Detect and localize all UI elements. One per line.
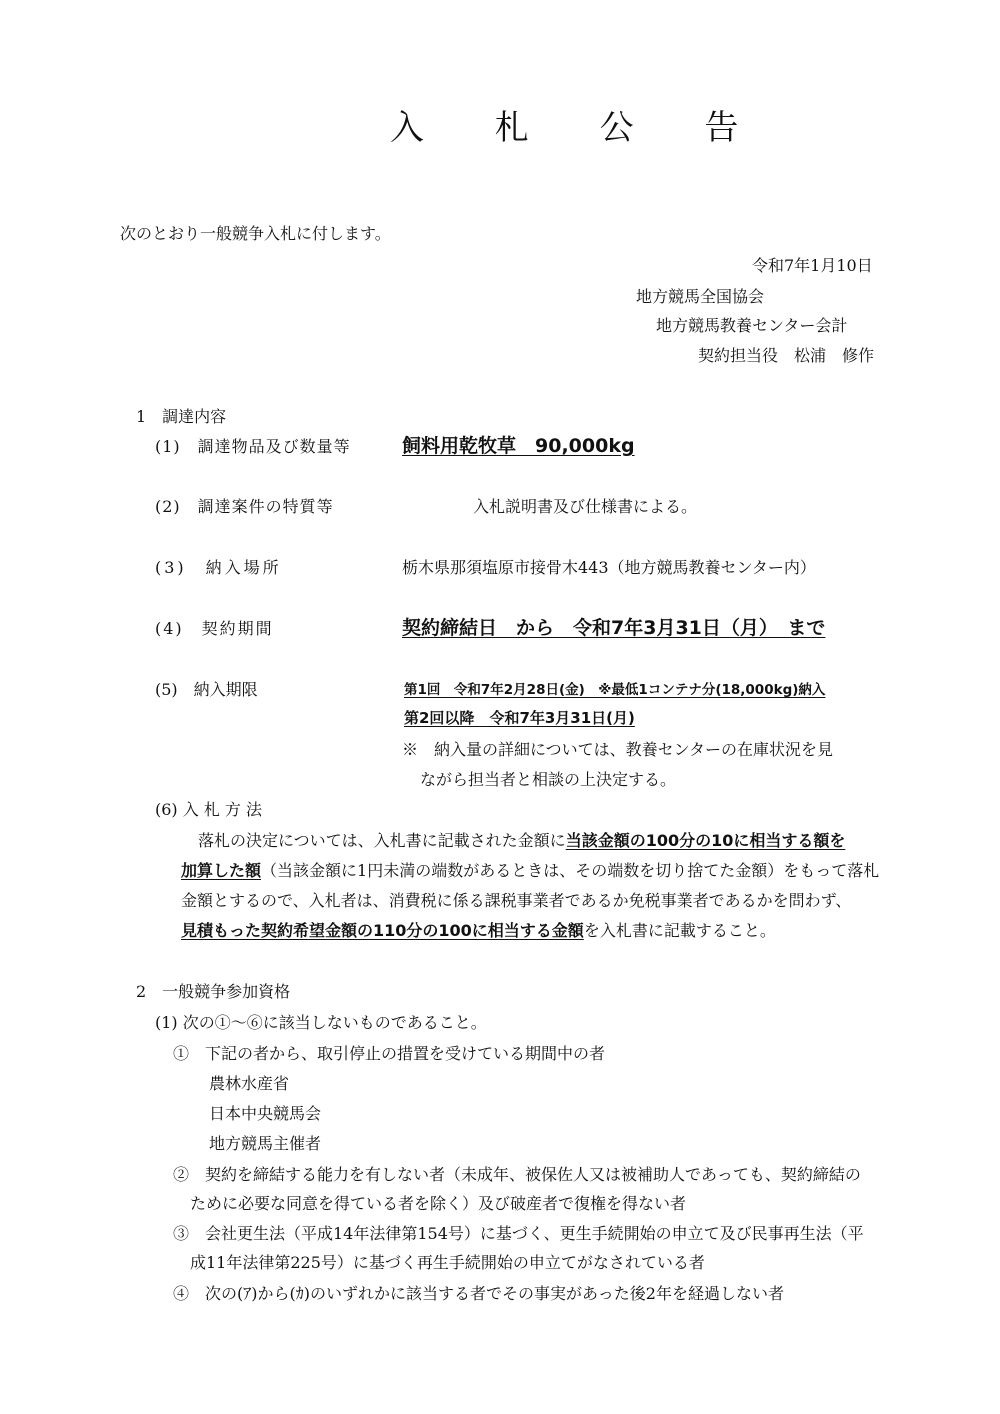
- excluded-org-1: 農林水産省: [209, 1074, 290, 1093]
- org-name: 地方競馬全国協会: [636, 287, 765, 306]
- item3-value: 栃木県那須塩原市接骨木443（地方競馬教養センター内）: [402, 558, 816, 577]
- eligibility-intro: (1) 次の①～⑥に該当しないものであること。: [155, 1013, 487, 1032]
- section1-heading: 1 調達内容: [136, 407, 227, 426]
- page-title: 入 札 公 告: [390, 108, 769, 148]
- delivery-line2: 第2回以降 令和7年3月31日(月): [404, 709, 635, 727]
- condition-3-line2: 成11年法律第225号）に基づく再生手続開始の申立てがなされている者: [190, 1253, 705, 1272]
- item4-value: 契約締結日 から 令和7年3月31日（月） まで: [402, 617, 826, 639]
- bid-method-emphasis: 加算した額: [181, 861, 262, 880]
- item5-label: (5) 納入期限: [155, 680, 258, 699]
- item1-label: (1) 調達物品及び数量等: [155, 437, 351, 456]
- bid-method-emphasis: 当該金額の100分の10に相当する額を: [565, 831, 846, 850]
- bid-method-text: を入札書に記載すること。: [583, 921, 776, 940]
- condition-1: ① 下記の者から、取引停止の措置を受けている期間中の者: [173, 1044, 606, 1063]
- delivery-line1: 第1回 令和7年2月28日(金) ※最低1コンテナ分(18,000kg)納入: [404, 682, 826, 698]
- officer-name: 契約担当役 松浦 修作: [698, 346, 875, 365]
- bid-method-emphasis: 見積もった契約希望金額の110分の100に相当する金額: [181, 921, 584, 940]
- bid-method-line4: [181, 918, 776, 941]
- item3-label: (3) 納入場所: [155, 558, 282, 577]
- delivery-note-line1: ※ 納入量の詳細については、教養センターの在庫状況を見: [402, 740, 834, 759]
- delivery-note-line2: ながら担当者と相談の上決定する。: [420, 770, 677, 789]
- condition-2-line2: ために必要な同意を得ている者を除く）及び破産者で復権を得ない者: [190, 1194, 687, 1213]
- item1-value: 飼料用乾牧草 90,000kg: [402, 435, 635, 457]
- section2-heading: 2 一般競争参加資格: [136, 982, 291, 1001]
- condition-3-line1: ③ 会社更生法（平成14年法律第154号）に基づく、更生手続開始の申立て及び民事再生法（平: [173, 1224, 864, 1243]
- item2-value: 入札説明書及び仕様書による。: [473, 497, 698, 516]
- intro-text: 次のとおり一般競争入札に付します。: [120, 224, 391, 243]
- dept-name: 地方競馬教養センター会計: [656, 316, 848, 335]
- condition-4: ④ 次の(ｱ)から(ｶ)のいずれかに該当する者でその事実があった後2年を経過しない者: [173, 1284, 784, 1303]
- notice-date: 令和7年1月10日: [752, 256, 873, 275]
- bid-method-line2: [181, 858, 879, 881]
- excluded-org-3: 地方競馬主催者: [209, 1134, 322, 1153]
- bid-method-line3: 金額とするので、入札者は、消費税に係る課税事業者であるか免税事業者であるかを問わず、: [181, 891, 852, 910]
- excluded-org-2: 日本中央競馬会: [209, 1104, 322, 1123]
- bid-method-text: 落札の決定については、入札書に記載された金額に: [198, 831, 566, 850]
- bid-method-line1: [198, 828, 845, 851]
- condition-2-line1: ② 契約を締結する能力を有しない者（未成年、被保佐人又は被補助人であっても、契約締結の: [173, 1165, 861, 1184]
- bid-method-text: （当該金額に1円未満の端数があるときは、その端数を切り捨てた金額）をもって落札: [261, 861, 880, 880]
- item6-label: (6) 入 札 方 法: [155, 800, 263, 819]
- item4-label: (4) 契約期間: [155, 619, 274, 638]
- item2-label: (2) 調達案件の特質等: [155, 497, 334, 516]
